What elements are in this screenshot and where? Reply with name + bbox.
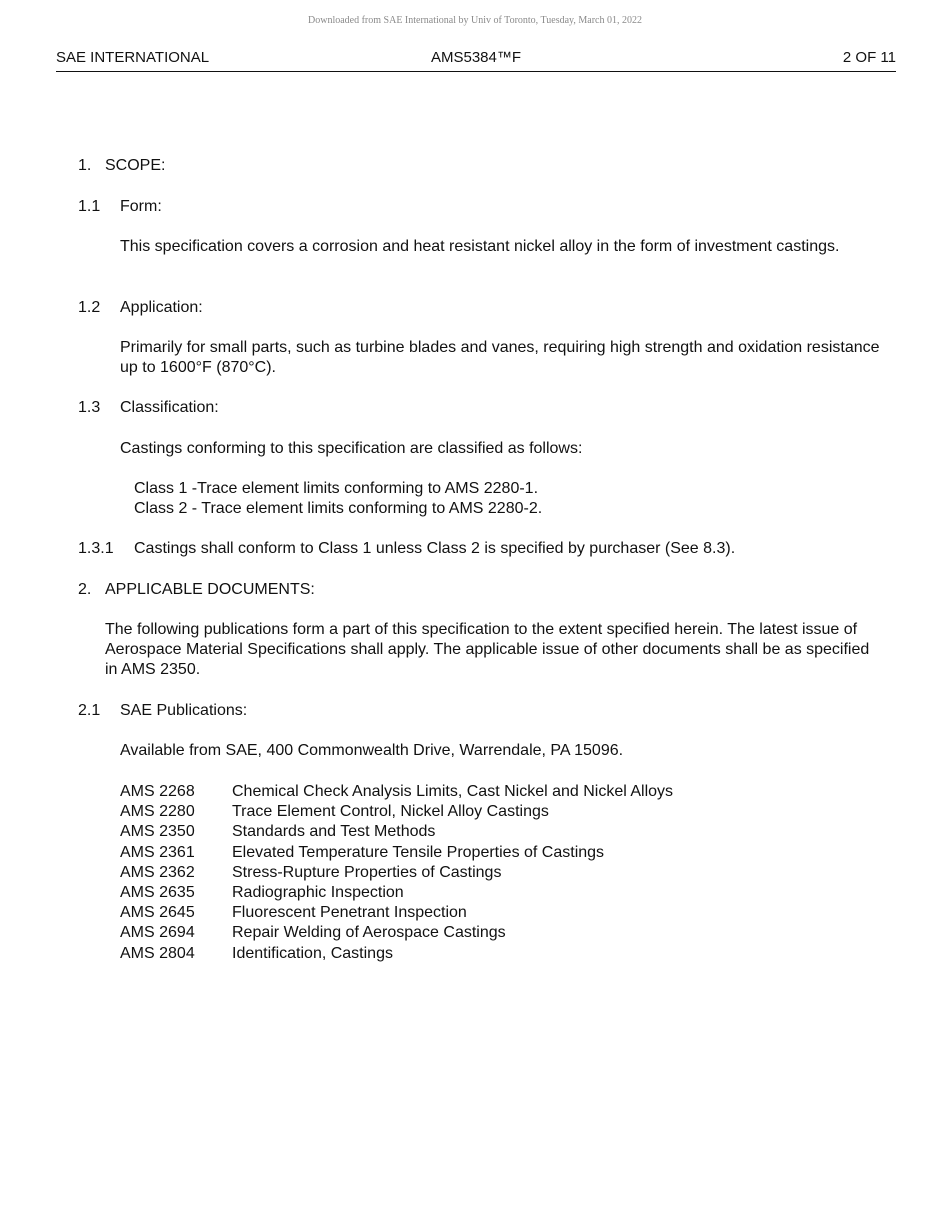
reference-title: Standards and Test Methods [232,823,436,841]
section-number: 1.3.1 [78,540,114,557]
reference-title: Identification, Castings [232,944,393,962]
reference-code: AMS 2694 [120,924,195,942]
reference-code: AMS 2635 [120,883,195,901]
section-number: 1. [78,157,92,174]
reference-code: AMS 2268 [120,783,195,800]
reference-code: AMS 2280 [120,803,195,821]
section-number: 1.3 [78,399,101,416]
section-1-2-text: Primarily for small parts, such as turbine blades and vanes, requiring high strength and oxidation resistance up to 1600°F (870°C). [120,339,880,376]
section-number: 2.1 [78,702,101,719]
reference-title: Radiographic Inspection [232,883,404,901]
section-number: 1.2 [78,299,101,316]
reference-code: AMS 2361 [120,843,195,861]
section-2-text: The following publications form a part of this specification to the extent specified herein. The latest issue of Aerospace Material Specifications shall apply. The applicable issue of other documents shall be as specified in AMS 2350. [105,621,870,678]
header-document-id: AMS5384™F [430,49,522,66]
header-page-number: 2 OF 11 [842,49,896,66]
reference-code: AMS 2804 [120,944,195,962]
reference-title: Chemical Check Analysis Limits, Cast Nickel and Nickel Alloys [232,783,674,800]
reference-title: Stress-Rupture Properties of Castings [232,863,502,881]
class-2-item: Class 2 - Trace element limits conforming to AMS 2280-2. [134,500,543,517]
reference-code: AMS 2350 [120,823,195,841]
page-header [56,49,896,72]
reference-title: Trace Element Control, Nickel Alloy Castings [232,803,549,821]
reference-code: AMS 2362 [120,863,195,881]
section-title: Application: [120,299,203,316]
reference-title: Fluorescent Penetrant Inspection [232,904,467,922]
reference-title: Repair Welding of Aerospace Castings [232,924,506,942]
section-text: Castings shall conform to Class 1 unless Class 2 is specified by purchaser (See 8.3). [134,540,736,557]
section-title: SCOPE: [105,157,166,174]
section-title: Form: [120,198,162,215]
section-number: 2. [78,581,92,598]
section-title: SAE Publications: [120,702,248,719]
download-watermark: Downloaded from SAE International by Univ of Toronto, Tuesday, March 01, 2022 [308,15,642,26]
section-number: 1.1 [78,198,101,215]
reference-title: Elevated Temperature Tensile Properties of Castings [232,843,605,861]
section-title: Classification: [120,399,219,416]
section-1-3-text: Castings conforming to this specification are classified as follows: [120,440,583,457]
header-organization: SAE INTERNATIONAL [56,49,210,66]
section-1-1-text: This specification covers a corrosion and heat resistant nickel alloy in the form of investment castings. [120,238,840,255]
section-2-1-text: Available from SAE, 400 Commonwealth Drive, Warrendale, PA 15096. [120,742,624,759]
class-1-item: Class 1 -Trace element limits conforming to AMS 2280-1. [134,480,539,497]
section-title: APPLICABLE DOCUMENTS: [105,581,315,598]
reference-code: AMS 2645 [120,904,195,922]
